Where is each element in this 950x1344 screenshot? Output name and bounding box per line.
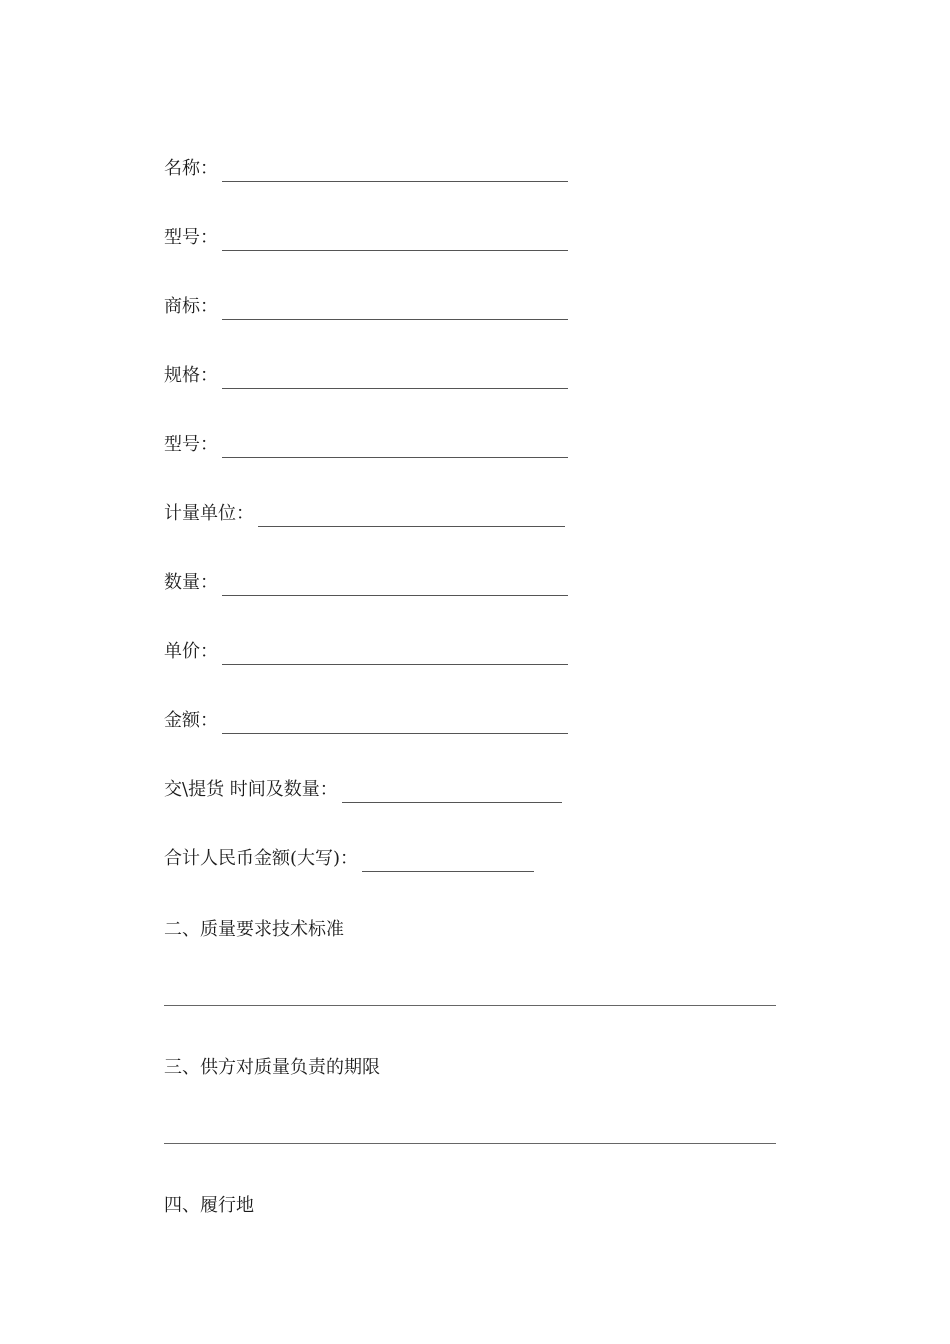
field-blank-trademark[interactable] [222, 299, 568, 320]
field-quantity-row [164, 568, 568, 596]
field-unit-price-row [164, 637, 568, 665]
field-spec-row [164, 361, 568, 389]
field-label-name: 名称： [164, 158, 218, 179]
field-unit-row [164, 499, 565, 527]
section-heading-place-of-performance: 四、履行地 [164, 1195, 254, 1216]
field-label-trademark: 商标： [164, 296, 218, 317]
field-name-row [164, 154, 568, 182]
field-model2-row [164, 430, 568, 458]
field-blank-total[interactable] [362, 851, 534, 872]
field-delivery-row [164, 775, 562, 803]
field-label-total: 合计人民币金额(大写)： [164, 848, 359, 869]
field-blank-model[interactable] [222, 230, 568, 251]
field-label-amount: 金额： [164, 710, 218, 731]
field-total-row [164, 844, 534, 872]
field-blank-model2[interactable] [222, 437, 568, 458]
section-heading-quality-standard: 二、质量要求技术标准 [164, 919, 344, 940]
field-blank-unit-price[interactable] [222, 644, 568, 665]
field-blank-delivery[interactable] [342, 782, 562, 803]
field-blank-spec[interactable] [222, 368, 568, 389]
field-model-row [164, 223, 568, 251]
section-blank-quality-period[interactable] [164, 1143, 776, 1144]
field-amount-row [164, 706, 568, 734]
field-label-spec: 规格： [164, 365, 218, 386]
field-blank-amount[interactable] [222, 713, 568, 734]
field-label-model2: 型号： [164, 434, 218, 455]
field-label-quantity: 数量： [164, 572, 218, 593]
field-label-model: 型号： [164, 227, 218, 248]
field-label-unit-price: 单价： [164, 641, 218, 662]
field-blank-quantity[interactable] [222, 575, 568, 596]
field-label-delivery: 交\提货 时间及数量： [164, 779, 338, 800]
field-blank-unit[interactable] [258, 506, 565, 527]
field-label-unit: 计量单位： [164, 503, 254, 524]
field-blank-name[interactable] [222, 161, 568, 182]
section-blank-quality-standard[interactable] [164, 1005, 776, 1006]
field-trademark-row [164, 292, 568, 320]
section-heading-quality-period: 三、供方对质量负责的期限 [164, 1057, 380, 1078]
